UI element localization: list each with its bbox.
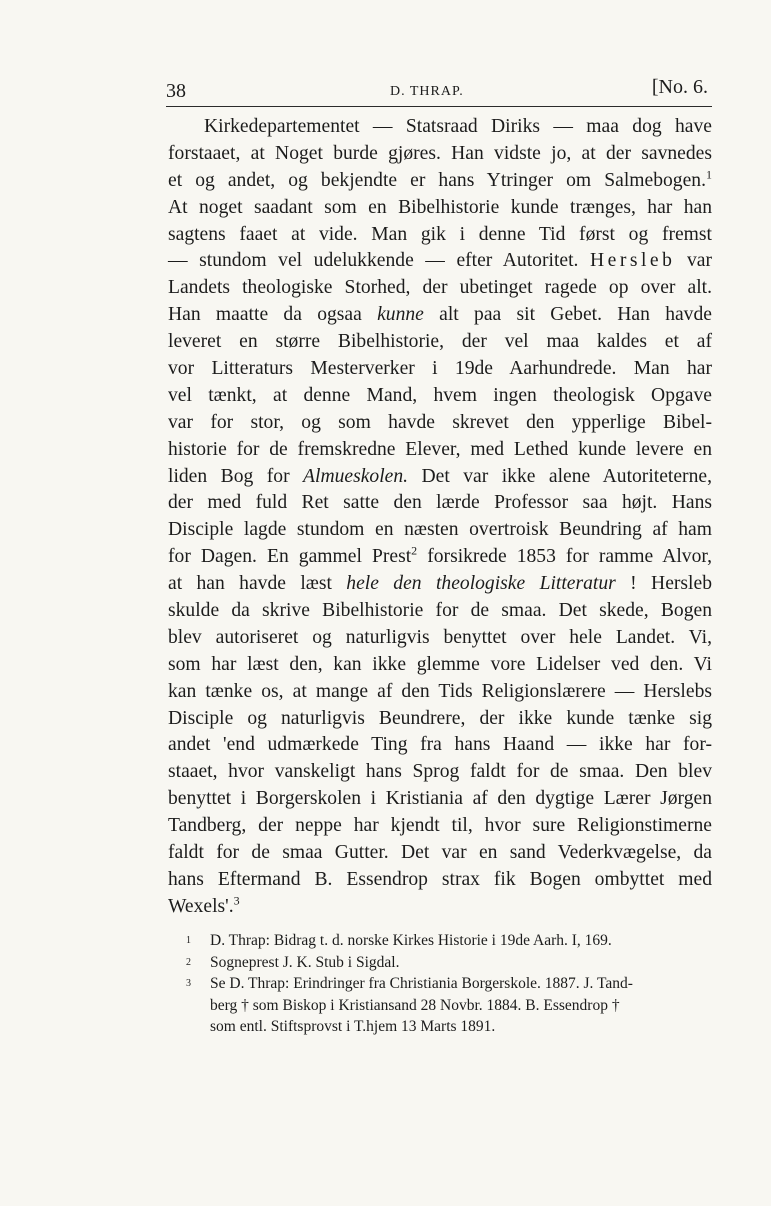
footnote-ref: 2 (411, 543, 418, 558)
text-line: vor Litteraturs Mesterverker i 19de Aarhundrede. Man har (168, 358, 712, 380)
footnote-mark: 1 (186, 935, 191, 946)
text-line: Landets theologiske Storhed, der ubetinget ragede op over alt. (168, 277, 712, 299)
text-line: et og andet, og bekjendte er hans Ytringer om Salmebogen.$^1$ (168, 167, 712, 191)
text-line: som har læst den, kan ikke glemme vore Lidelser ved den. Vi (168, 653, 712, 675)
footnote-ref: 3 (233, 893, 240, 908)
text-line: blev autoriseret og naturligvis benyttet over hele Landet. Vi, (168, 626, 712, 648)
text-line: Han maatte da ogsaa kunne alt paa sit Gebet. Han havde (168, 304, 712, 326)
page-number: 38 (166, 80, 186, 102)
text-line: at han havde læst hele den theologiske Litteratur ! Hersleb (168, 573, 712, 595)
body-text (168, 114, 712, 921)
footnote-text: Se D. Thrap: Erindringer fra Christiania Borgerskole. 1887. J. Tand- (210, 975, 633, 992)
footnote (186, 952, 716, 974)
text-line: andet 'end udmærkede Ting fra hans Haand — ikke har for- (168, 734, 712, 756)
text-line: skulde da skrive Bibelhistorie for de smaa. Det skede, Bogen (168, 600, 712, 622)
text-line: vel tænkt, at denne Mand, hvem ingen theologisk Opgave (168, 384, 712, 406)
issue-number: [No. 6. (651, 76, 708, 98)
footnote-text: Sogneprest J. K. Stub i Sigdal. (210, 953, 400, 971)
footnote-text: berg † som Biskop i Kristiansand 28 Novbr. 1884. B. Essendrop † (210, 996, 620, 1014)
text-line: staaet, hvor vanskeligt hans Sprog faldt for de smaa. Den blev (168, 761, 712, 783)
text-line: At noget saadant som en Bibelhistorie kunde trænges, har han (168, 196, 712, 218)
footnote-text: som entl. Stiftsprovst i T.hjem 13 Marts 1891. (210, 1018, 496, 1035)
text-line: var for stor, og som havde skrevet den ypperlige Bibel- (168, 411, 712, 433)
emphasis: kunne (377, 304, 424, 326)
page-header (166, 76, 712, 106)
text-line: faldt for de smaa Gutter. Det var en sand Vederkvægelse, da (168, 842, 712, 864)
text-line: benyttet i Borgerskolen i Kristiania af den dygtige Lærer Jørgen (168, 788, 712, 810)
footnote-ref: 1 (706, 167, 712, 182)
footnote-mark: 3 (186, 978, 191, 989)
footnote-text: D. Thrap: Bidrag t. d. norske Kirkes Historie i 19de Aarh. I, 169. (210, 932, 612, 949)
text-line: liden Bog for Almueskolen. Det var ikke alene Autoriteterne, (168, 465, 712, 487)
text-line: hans Eftermand B. Essendrop strax fik Bogen ombyttet med (168, 868, 712, 890)
text-line: Tandberg, der neppe har kjendt til, hvor sure Religionstimerne (168, 815, 712, 837)
text-line: — stundom vel udelukkende — efter Autoritet. Hersleb var (168, 250, 712, 272)
emphasis: Almueskolen. (303, 465, 409, 487)
footnote-mark: 2 (186, 956, 191, 968)
footnotes (186, 930, 716, 1038)
footnote (186, 973, 716, 995)
text-line: for Dagen. En gammel Prest$^2$ forsikrede 1853 for ramme Alvor, (168, 543, 713, 568)
running-head: D. THRAP. (390, 84, 464, 99)
emphasis: hele den theologiske Litteratur (346, 573, 616, 595)
text-line: Wexels'.$^3$ (168, 893, 240, 917)
text-line: historie for de fremskredne Elever, med Lethed kunde levere en (168, 438, 712, 460)
text-line: Kirkedepartementet — Statsraad Diriks — maa dog have (204, 116, 712, 137)
footnote (186, 930, 716, 952)
spaced-name: Hersleb (589, 250, 676, 272)
text-line: Disciple lagde stundom en næsten overtroisk Beundring af ham (168, 519, 712, 541)
text-line: kan tænke os, at mange af den Tids Religionslærere — Herslebs (168, 680, 712, 702)
text-line: der med fuld Ret satte den lærde Professor saa højt. Hans (168, 492, 712, 514)
text-line: forstaaet, at Noget burde gjøres. Han vidste jo, at der savnedes (168, 142, 712, 164)
text-line: leveret en større Bibelhistorie, der vel maa kaldes et af (168, 331, 712, 353)
text-line: sagtens faaet at vide. Man gik i denne Tid først og fremst (168, 223, 712, 245)
header-rule (166, 106, 712, 107)
text-line: Disciple og naturligvis Beundrere, der ikke kunde tænke sig (168, 707, 712, 729)
